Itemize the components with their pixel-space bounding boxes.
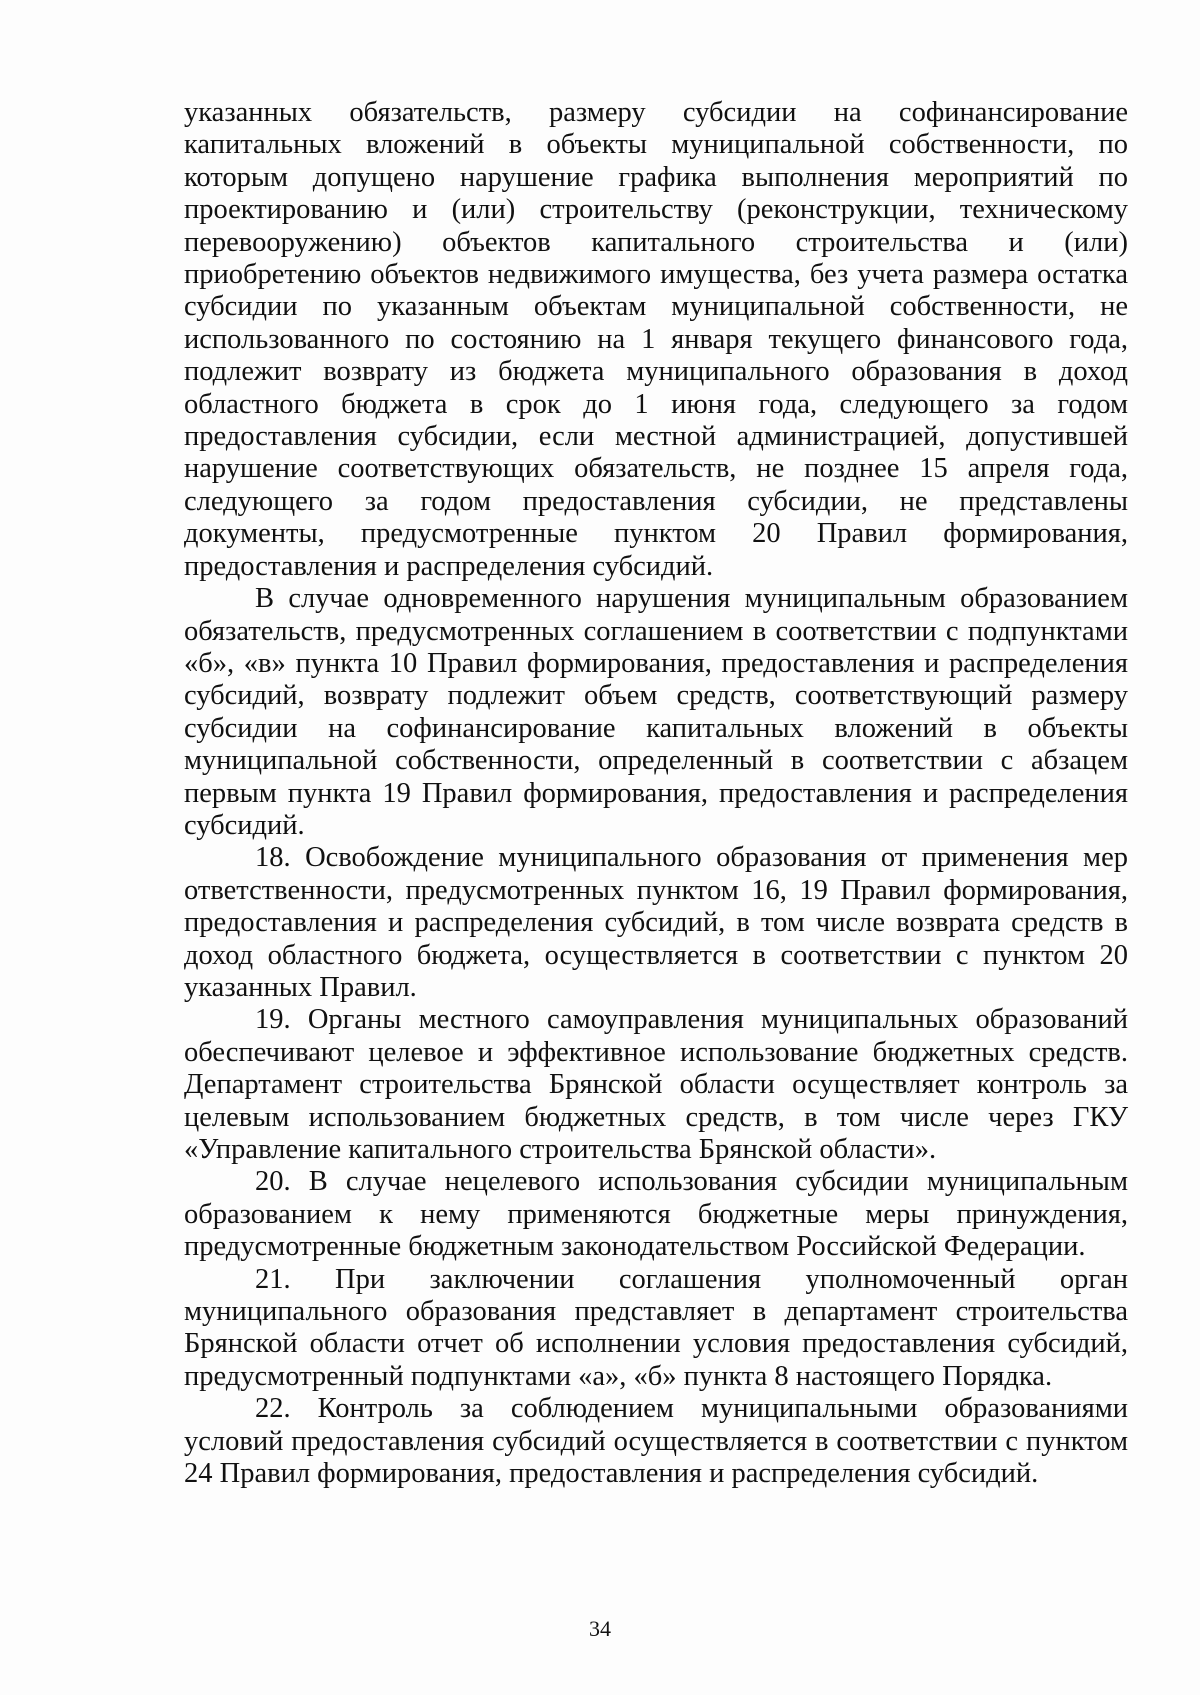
paragraph-continuation: указанных обязательств, размеру субсидии на софинансирование капитальных вложений в объекты муниципальной собственности, по которым допущено нарушение графика выполнения мероприятий по проектированию и (или) строительству (реконструкции, техническому перевооружению) объектов капитального строительства и (или) приобретению объектов недвижимого имущества, без учета размера остатка субсидии по указанным объектам муниципальной собственности, не использованного по состоянию на 1 января текущего финансового года, подлежит возврату из бюджета муниципального образования в доход областного бюджета в срок до 1 июня года, следующего за годом предоставления субсидии, если местной администрацией, допустившей нарушение соответствующих обязательств, не позднее 15 апреля года, следующего за годом предоставления субсидии, не представлены документы, предусмотренные пунктом 20 Правил формирования, предоставления и распределения субсидий. xyxy=(184,97,1128,582)
page-number: 34 xyxy=(589,1616,611,1641)
paragraph-item-20: 20. В случае нецелевого использования субсидии муниципальным образованием к нему применяются бюджетные меры принуждения, предусмотренные бюджетным законодательством Российской Федерации. xyxy=(184,1166,1128,1263)
paragraph-item-18: 18. Освобождение муниципального образования от применения мер ответственности, предусмотренных пунктом 16, 19 Правил формирования, предоставления и распределения субсидий, в том числе возврата средств в доход областного бюджета, осуществляется в соответствии с пунктом 20 указанных Правил. xyxy=(184,842,1128,1003)
paragraph-item-22: 22. Контроль за соблюдением муниципальными образованиями условий предоставления субсидий осуществляется в соответствии с пунктом 24 Правил формирования, предоставления и распределения субсидий. xyxy=(184,1393,1128,1490)
paragraph-item-21: 21. При заключении соглашения уполномоченный орган муниципального образования представляет в департамент строительства Брянской области отчет об исполнении условия предоставления субсидий, предусмотренный подпунктами «а», «б» пункта 8 настоящего Порядка. xyxy=(184,1263,1128,1392)
document-body xyxy=(184,97,1128,1490)
paragraph-item-19: 19. Органы местного самоуправления муниципальных образований обеспечивают целевое и эффективное использование бюджетных средств. Департамент строительства Брянской области осуществляет контроль за целевым использованием бюджетных средств, в том числе через ГКУ «Управление капитального строительства Брянской области». xyxy=(184,1004,1128,1165)
paragraph-simultaneous-violation: В случае одновременного нарушения муниципальным образованием обязательств, предусмотренных соглашением в соответствии с подпунктами «б», «в» пункта 10 Правил формирования, предоставления и распределения субсидий, возврату подлежит объем средств, соответствующий размеру субсидии на софинансирование капитальных вложений в объекты муниципальной собственности, определенный в соответствии с абзацем первым пункта 19 Правил формирования, предоставления и распределения субсидий. xyxy=(184,583,1128,841)
